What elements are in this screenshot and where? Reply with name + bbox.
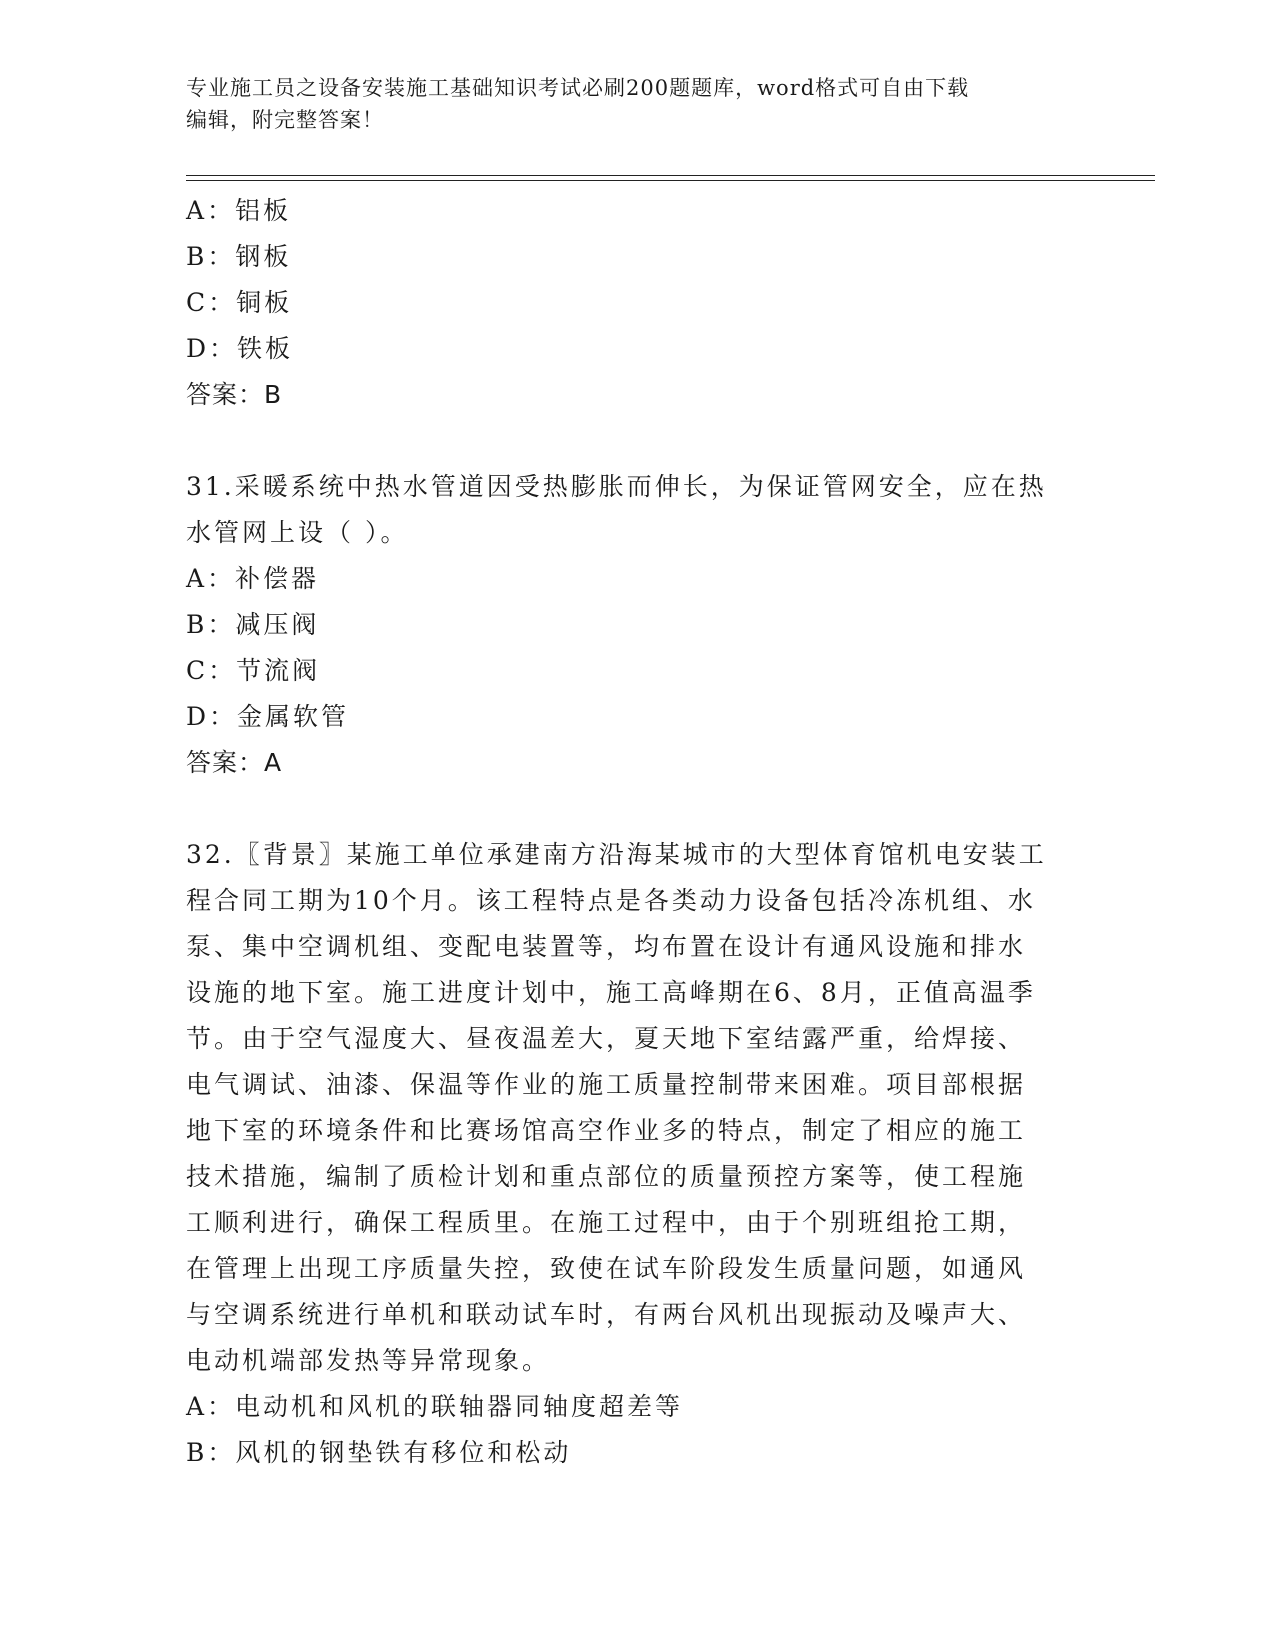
option-b: B：减压阀 <box>186 610 320 639</box>
header-title-line-1: 专业施工员之设备安装施工基础知识考试必刷200题题库，word格式可自由下载 <box>186 76 970 100</box>
answer-line: 答案：B <box>186 380 283 409</box>
option-c: C：节流阀 <box>186 656 321 685</box>
question-stem-line: 程合同工期为10个月。该工程特点是各类动力设备包括冷冻机组、水 <box>186 886 1036 915</box>
option-a: A：补偿器 <box>186 564 320 593</box>
option-a: A：电动机和风机的联轴器同轴度超差等 <box>186 1392 684 1421</box>
spacer <box>186 418 1086 464</box>
header-divider-bottom <box>186 180 1155 181</box>
page-header <box>186 72 1086 136</box>
header-divider-top <box>186 175 1155 176</box>
question-32 <box>186 832 1086 1476</box>
question-31 <box>186 464 1086 786</box>
question-stem-line: 电气调试、油漆、保温等作业的施工质量控制带来困难。项目部根据 <box>186 1070 1027 1099</box>
question-stem-line: 32.〖背景〗某施工单位承建南方沿海某城市的大型体育馆机电安装工 <box>186 840 1047 869</box>
option-a: A：铝板 <box>186 196 292 225</box>
spacer <box>186 786 1086 832</box>
option-d: D：铁板 <box>186 334 294 363</box>
question-stem-line: 设施的地下室。施工进度计划中，施工高峰期在6、8月，正值高温季 <box>186 978 1036 1007</box>
question-stem-line: 地下室的环境条件和比赛场馆高空作业多的特点，制定了相应的施工 <box>186 1116 1027 1145</box>
question-stem-line: 电动机端部发热等异常现象。 <box>186 1346 551 1375</box>
question-stem-line: 水管网上设（ ）。 <box>186 518 409 547</box>
question-stem-line: 节。由于空气湿度大、昼夜温差大，夏天地下室结露严重，给焊接、 <box>186 1024 1027 1053</box>
header-title-line-2: 编辑，附完整答案！ <box>186 108 384 132</box>
question-stem-line: 工顺利进行，确保工程质里。在施工过程中，由于个别班组抢工期， <box>186 1208 1027 1237</box>
question-stem-line: 31.采暖系统中热水管道因受热膨胀而伸长，为保证管网安全，应在热 <box>186 472 1047 501</box>
option-c: C：铜板 <box>186 288 293 317</box>
question-stem-line: 在管理上出现工序质量失控，致使在试车阶段发生质量问题，如通风 <box>186 1254 1027 1283</box>
prev-question <box>186 188 1086 418</box>
question-content <box>186 188 1086 1476</box>
option-b: B：风机的钢垫铁有移位和松动 <box>186 1438 572 1467</box>
question-stem-line: 技术措施，编制了质检计划和重点部位的质量预控方案等，使工程施 <box>186 1162 1027 1191</box>
option-d: D：金属软管 <box>186 702 350 731</box>
question-stem-line: 泵、集中空调机组、变配电装置等，均布置在设计有通风设施和排水 <box>186 932 1027 961</box>
option-b: B：钢板 <box>186 242 292 271</box>
question-stem-line: 与空调系统进行单机和联动试车时，有两台风机出现振动及噪声大、 <box>186 1300 1027 1329</box>
answer-line: 答案：A <box>186 748 283 777</box>
